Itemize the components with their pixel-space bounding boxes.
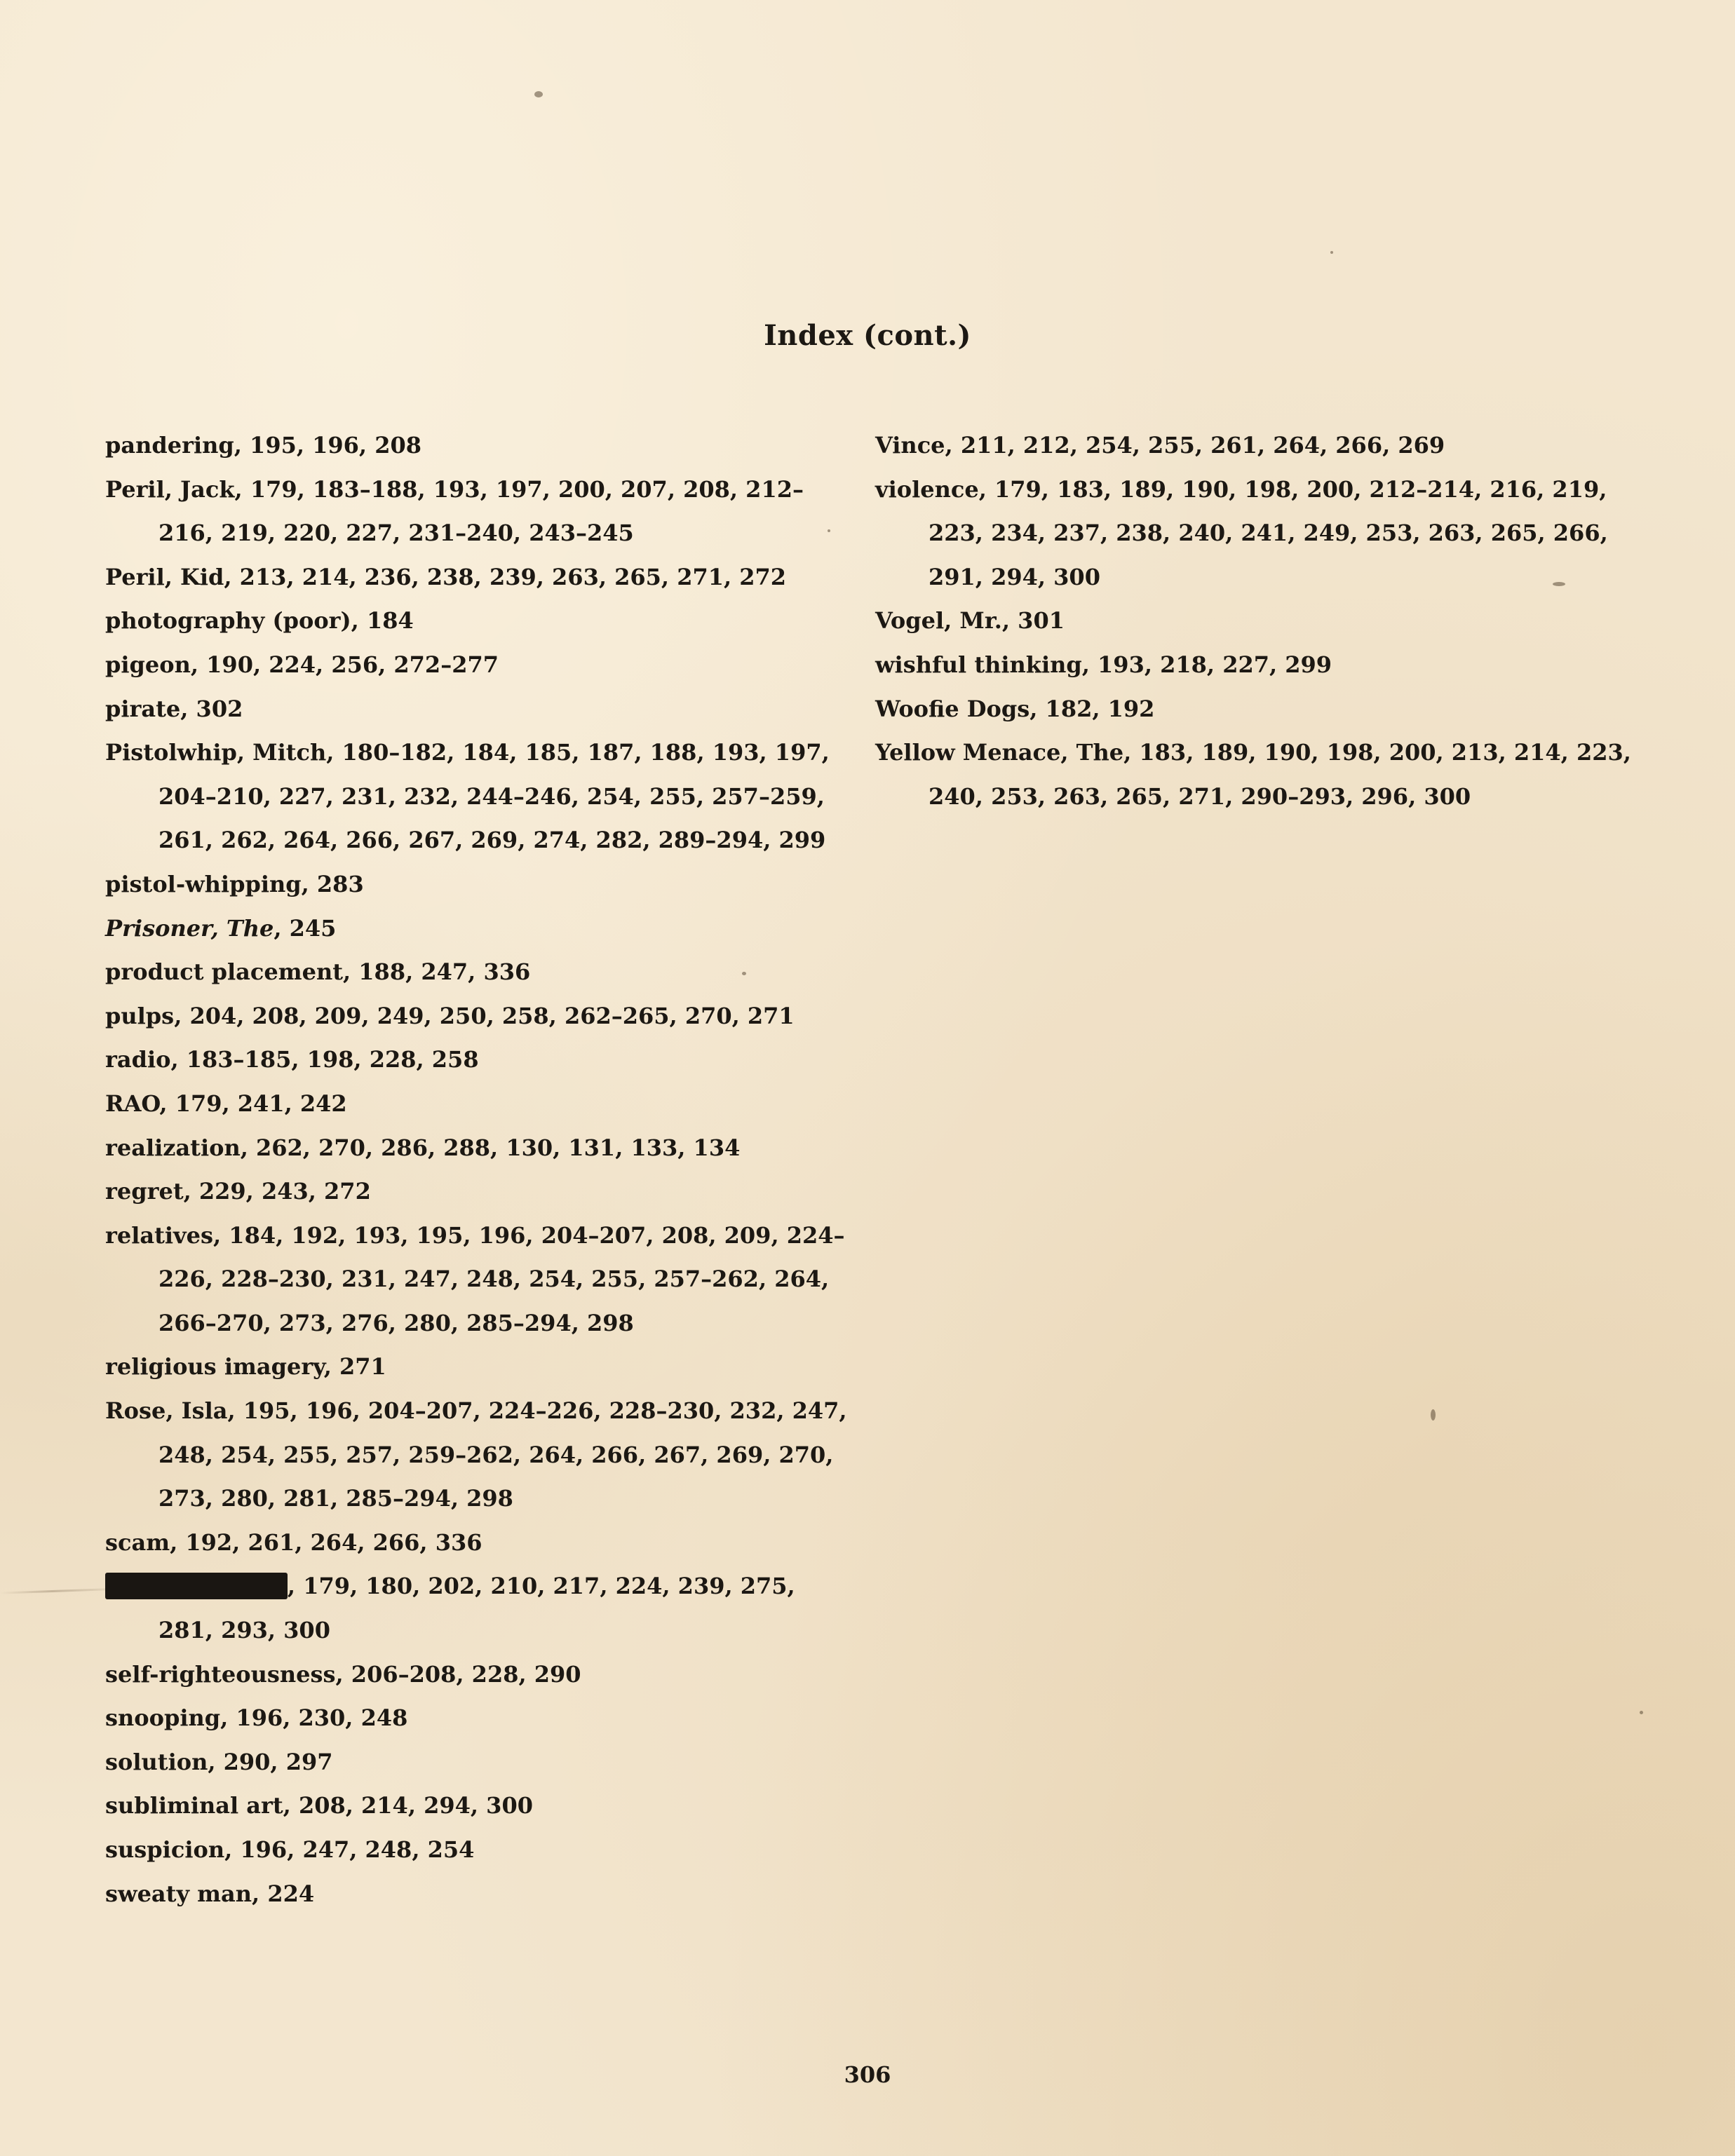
entry-text: relatives, 184, 192, 193, 195, 196, 204–207, 208, 209, 224–226, 228–230, 231, 247, 248, 254, 255, 257–262, 264, 266–270, 273, 276, 280, 285–294, 298 [105,1221,845,1336]
entry-text: religious imagery, 271 [105,1353,386,1381]
index-entry [875,599,1633,643]
entry-text: Woofie Dogs, 182, 192 [875,695,1155,722]
entry-text: solution, 290, 297 [105,1748,333,1775]
index-entry [875,468,1633,599]
entry-text: Peril, Jack, 179, 183–188, 193, 197, 200, 207, 208, 212–216, 219, 220, 227, 231–240, 243–245 [105,475,804,547]
paper-tear-mark [0,1588,105,1594]
entry-text: Vince, 211, 212, 254, 255, 261, 264, 266, 269 [875,432,1445,459]
index-entry [105,862,849,907]
entry-text: pigeon, 190, 224, 256, 272–277 [105,651,499,678]
entry-text: violence, 179, 183, 189, 190, 198, 200, 212–214, 216, 219, 223, 234, 237, 238, 240, 241, 249, 253, 263, 265, 266, 291, 294, 300 [875,475,1608,590]
index-column-left [105,423,849,1916]
entry-text: RAO, 179, 241, 242 [105,1090,347,1117]
index-entry [105,731,849,862]
entry-text: Pistolwhip, Mitch, 180–182, 184, 185, 187, 188, 193, 197, 204–210, 227, 231, 232, 244–246, 254, 255, 257–259, 261, 262, 264, 266, 267, 269, 274, 282, 289–294, 299 [105,739,830,854]
entry-text: pulps, 204, 208, 209, 249, 250, 258, 262–265, 270, 271 [105,1002,795,1029]
index-entry [875,423,1633,468]
entry-text: sweaty man, 224 [105,1880,315,1907]
index-entry [105,599,849,643]
paper-speck [1640,1711,1643,1714]
entry-text: wishful thinking, 193, 218, 227, 299 [875,651,1332,678]
entry-text: scam, 192, 261, 264, 266, 336 [105,1528,482,1556]
entry-text: self-righteousness, 206–208, 228, 290 [105,1660,581,1688]
index-entry [875,687,1633,731]
index-entry [105,1345,849,1389]
index-entry [105,994,849,1038]
index-entry [875,643,1633,687]
page-number: 306 [844,2061,891,2088]
index-entry [105,555,849,599]
entry-text: , 179, 180, 202, 210, 217, 224, 239, 275, 281, 293, 300 [158,1573,795,1644]
index-entry [105,950,849,994]
page-title: Index (cont.) [764,318,971,352]
entry-text: subliminal art, 208, 214, 294, 300 [105,1792,533,1819]
index-entry [105,1564,849,1652]
entry-text: pirate, 302 [105,695,243,722]
index-entry [105,1653,849,1697]
paper-speck [1431,1409,1436,1421]
index-entry [875,731,1633,818]
paper-speck [534,91,543,97]
index-entry [105,1872,849,1916]
index-entry [105,1784,849,1828]
entry-text: pandering, 195, 196, 208 [105,432,421,459]
redacted-term [105,1573,288,1599]
entry-text: snooping, 196, 230, 248 [105,1704,408,1732]
entry-text: suspicion, 196, 247, 248, 254 [105,1836,475,1863]
entry-text: radio, 183–185, 198, 228, 258 [105,1046,479,1073]
entry-text: Rose, Isla, 195, 196, 204–207, 224–226, 228–230, 232, 247, 248, 254, 255, 257, 259–262, 264, 266, 267, 269, 270, 273, 280, 281, 285–294, 298 [105,1397,847,1512]
index-entry [105,1126,849,1170]
index-entry [105,1169,849,1214]
index-entry [105,1828,849,1872]
index-entry [105,1696,849,1740]
entry-text: realization, 262, 270, 286, 288, 130, 131, 133, 134 [105,1134,741,1161]
index-entry [105,468,849,555]
index-entry [105,423,849,468]
entry-text: regret, 229, 243, 272 [105,1178,371,1205]
index-entry [105,1521,849,1565]
index-entry [105,1038,849,1082]
index-entry [105,1389,849,1521]
entry-text: Vogel, Mr., 301 [875,607,1065,635]
paper-speck [1330,251,1333,254]
index-entry [105,907,849,951]
index-entry [105,687,849,731]
entry-text: , 245 [274,914,337,942]
entry-text: photography (poor), 184 [105,607,414,635]
index-column-right [875,423,1633,818]
index-entry [105,643,849,687]
entry-text: pistol-whipping, 283 [105,870,364,897]
index-entry [105,1214,849,1345]
index-entry [105,1740,849,1784]
index-entry [105,1082,849,1126]
entry-text: Yellow Menace, The, 183, 189, 190, 198, 200, 213, 214, 223, 240, 253, 263, 265, 271, 290–293, 296, 300 [875,739,1631,810]
entry-title-italic: Prisoner, The [105,914,274,942]
entry-text: product placement, 188, 247, 336 [105,958,531,986]
entry-text: Peril, Kid, 213, 214, 236, 238, 239, 263, 265, 271, 272 [105,563,787,590]
